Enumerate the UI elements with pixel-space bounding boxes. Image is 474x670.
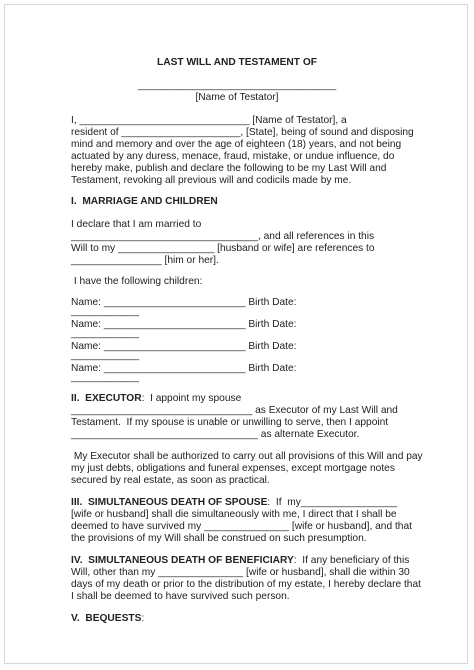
executor-para-line: My Executor shall be authorized to carry out all provisions of this Will and pay bbox=[71, 451, 423, 462]
section-heading-beneficiary-death bbox=[71, 555, 409, 567]
intro-line: mind and memory and over the age of eighteen (18) years, and not being bbox=[71, 139, 402, 150]
birth-date-label: Birth Date: bbox=[248, 341, 297, 352]
executor-heading-rest: : I appoint my spouse bbox=[141, 393, 242, 404]
section-heading-marriage: I. MARRIAGE AND CHILDREN bbox=[71, 196, 218, 207]
name-label: Name: bbox=[71, 341, 102, 352]
birth-date-line: ____________ bbox=[71, 306, 139, 317]
intro-line: Testament, revoking all previous will and codicils made by me. bbox=[71, 175, 352, 186]
birth-date-line: ____________ bbox=[71, 328, 139, 339]
birth-date-line: ____________ bbox=[71, 372, 139, 383]
executor-heading: II. EXECUTOR bbox=[71, 393, 142, 404]
beneficiary-death-line: Will, other than my _______________ [wife or husband], shall die within 30 bbox=[71, 567, 410, 578]
birth-date-label: Birth Date: bbox=[248, 363, 297, 374]
beneficiary-death-line: I shall be deemed to have survived such person. bbox=[71, 591, 290, 602]
testator-name-line: ___________________________________ bbox=[137, 80, 337, 91]
spouse-death-line: [wife or husband] shall die simultaneously with me, I direct that I shall be bbox=[71, 509, 397, 520]
executor-para-line: secured by real estate, as soon as practical. bbox=[71, 475, 270, 486]
executor-line: _________________________________ as alternate Executor. bbox=[71, 429, 360, 440]
marriage-line: I declare that I am married to bbox=[71, 219, 202, 230]
name-label: Name: bbox=[71, 297, 102, 308]
section-heading-bequests bbox=[71, 613, 144, 625]
document-title: LAST WILL AND TESTAMENT OF bbox=[157, 57, 317, 68]
child-name-line: _________________________ bbox=[103, 363, 246, 374]
section-heading-spouse-death bbox=[71, 497, 397, 509]
bequests-heading: V. BEQUESTS bbox=[71, 613, 142, 624]
spouse-death-line: deemed to have survived my _______________ [wife or husband], and that bbox=[71, 521, 412, 532]
intro-line: actuated by any duress, menace, fraud, mistake, or undue influence, do bbox=[71, 151, 395, 162]
spouse-death-line: the provisions of my Will shall be construed on such presumption. bbox=[71, 533, 367, 544]
marriage-line: ________________ [him or her]. bbox=[71, 255, 219, 266]
marriage-line: _________________________________, and all references in this bbox=[71, 231, 375, 242]
beneficiary-death-heading: IV. SIMULTANEOUS DEATH OF BENEFICIARY bbox=[71, 555, 294, 566]
birth-date-line: ____________ bbox=[71, 350, 139, 361]
intro-line: I, ______________________________ [Name of Testator], a bbox=[71, 115, 347, 126]
child-name-line: _________________________ bbox=[103, 341, 246, 352]
bequests-heading-rest: : bbox=[141, 613, 145, 624]
executor-line: Testament. If my spouse is unable or unwilling to serve, then I appoint bbox=[71, 417, 389, 428]
executor-line: ________________________________ as Executor of my Last Will and bbox=[71, 405, 398, 416]
spouse-death-heading: III. SIMULTANEOUS DEATH OF SPOUSE bbox=[71, 497, 268, 508]
executor-para-line: my just debts, obligations and funeral expenses, except mortgage notes bbox=[71, 463, 395, 474]
birth-date-label: Birth Date: bbox=[248, 319, 297, 330]
beneficiary-death-heading-rest: : If any beneficiary of this bbox=[293, 555, 410, 566]
intro-line: resident of _____________________, [State], being of sound and disposing bbox=[71, 127, 414, 138]
child-name-line: _________________________ bbox=[103, 319, 246, 330]
testator-caption: [Name of Testator] bbox=[195, 92, 279, 103]
spouse-death-heading-rest: : If my_________________ bbox=[267, 497, 398, 508]
marriage-line: Will to my _________________ [husband or wife] are references to bbox=[71, 243, 375, 254]
name-label: Name: bbox=[71, 363, 102, 374]
beneficiary-death-line: days of my death or prior to the distribution of my estate, I hereby declare that bbox=[71, 579, 421, 590]
intro-line: hereby make, publish and declare the following to be my Last Will and bbox=[71, 163, 387, 174]
children-intro: I have the following children: bbox=[71, 276, 203, 287]
child-name-line: _________________________ bbox=[103, 297, 246, 308]
section-heading-executor bbox=[71, 393, 241, 405]
birth-date-label: Birth Date: bbox=[248, 297, 297, 308]
name-label: Name: bbox=[71, 319, 102, 330]
